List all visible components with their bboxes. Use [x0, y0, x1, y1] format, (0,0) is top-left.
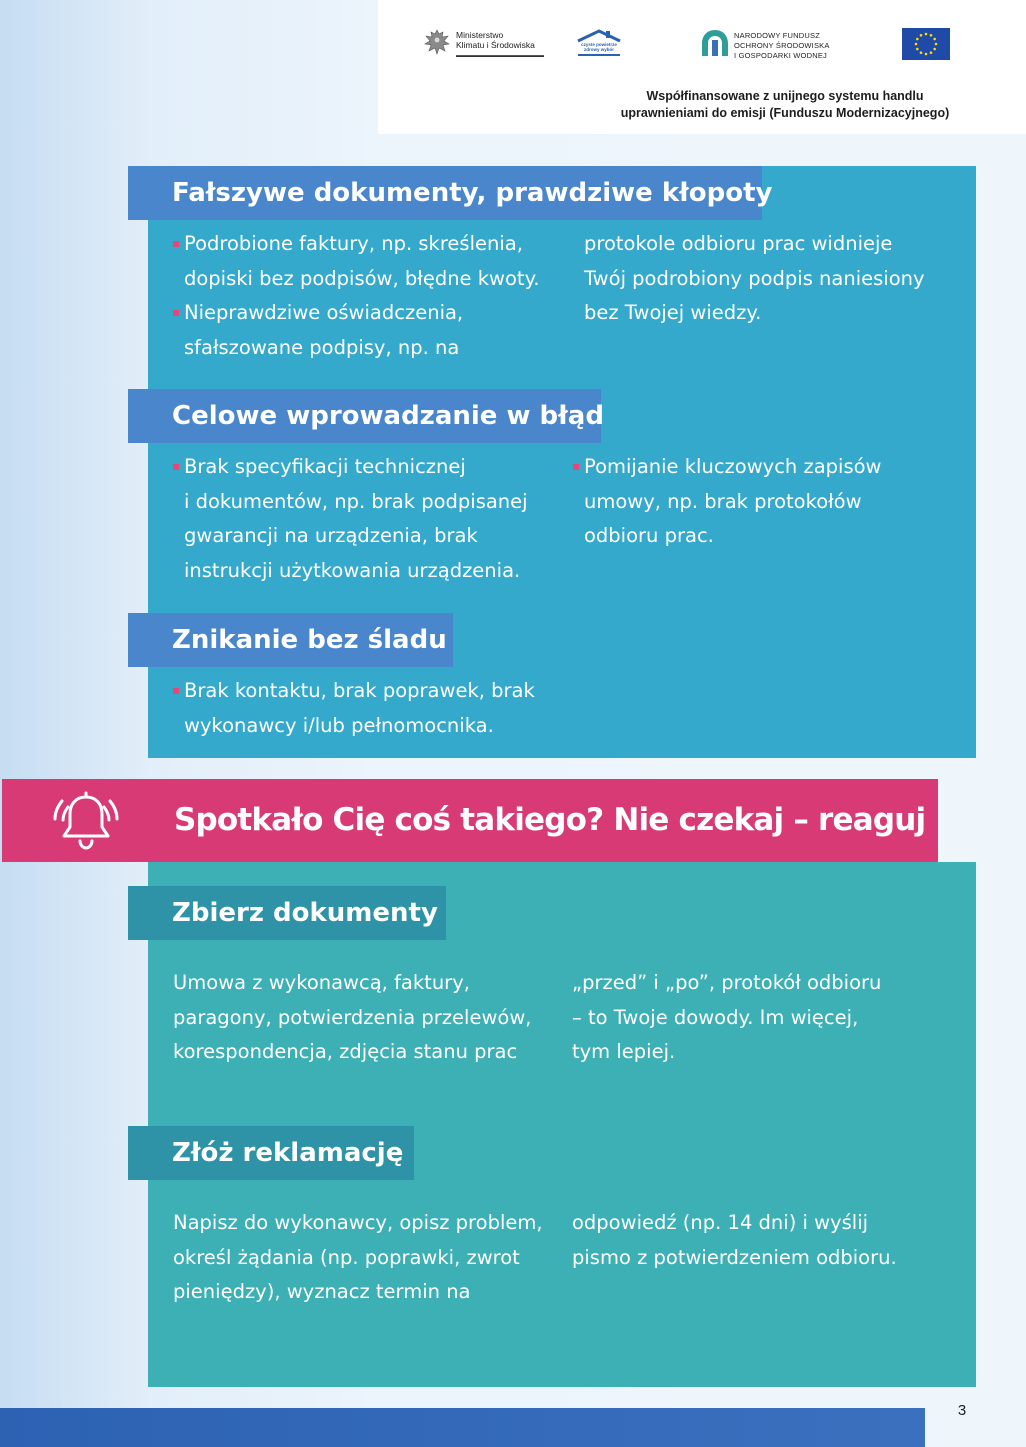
fund-emblem-icon — [700, 28, 730, 58]
ministry-logo — [424, 24, 554, 64]
vanishing-column — [184, 674, 564, 743]
text-line: odpowiedź (np. 14 dni) i wyślij — [572, 1211, 869, 1234]
section-title-collect-documents: Zbierz dokumenty — [128, 886, 446, 940]
section-title-file-complaint: Złóż reklamację — [128, 1126, 414, 1180]
collect-right-column — [572, 966, 962, 1070]
complaint-left-column — [173, 1206, 563, 1310]
complaint-right-column — [572, 1206, 962, 1275]
text-line: gwarancji na urządzenia, brak — [184, 524, 478, 547]
fake-documents-right-column — [584, 227, 954, 331]
text-line: Twój podrobiony podpis naniesiony — [584, 266, 925, 290]
logo-strip — [378, 24, 1026, 64]
alert-banner — [2, 779, 938, 862]
text-line: umowy, np. brak protokołów — [584, 489, 862, 513]
text-line: pismo z potwierdzeniem odbioru. — [572, 1245, 897, 1269]
text-line: wykonawcy i/lub pełnomocnika. — [184, 713, 494, 737]
misleading-left-column — [184, 450, 554, 588]
bell-icon — [46, 787, 126, 853]
bullet-item: Nieprawdziwe oświadczenia, — [184, 296, 554, 331]
section-title-fake-documents: Fałszywe dokumenty, prawdziwe kłopoty — [128, 166, 762, 220]
text-line: „przed” i „po”, protokół odbioru — [572, 971, 882, 994]
text-line: sfałszowane podpisy, np. na — [184, 335, 460, 359]
text-line: – to Twoje dowody. Im więcej, — [572, 1005, 859, 1029]
header — [378, 0, 1026, 134]
text-line: i dokumentów, np. brak podpisanej — [184, 489, 528, 513]
caption-line-1: Współfinansowane z unijnego systemu handlu — [646, 89, 924, 103]
program-name: czyste powietrze zdrowy wybór — [581, 42, 617, 52]
bullet-item: Podrobione faktury, np. skreślenia, — [184, 227, 554, 262]
bullet-item: Brak specyfikacji technicznej — [184, 450, 554, 485]
text-line: bez Twojej wiedzy. — [584, 301, 762, 324]
footer-bar — [0, 1408, 925, 1447]
ministry-name: Ministerstwo Klimatu i Środowiska — [456, 30, 535, 50]
fund-name: NARODOWY FUNDUSZ OCHRONY ŚRODOWISKA I GOSPODARKI WODNEJ — [734, 31, 830, 60]
program-logo — [576, 24, 622, 64]
text-line: określ żądania (np. poprawki, zwrot — [173, 1245, 520, 1269]
fake-documents-left-column — [184, 227, 554, 365]
text-line: odbioru prac. — [584, 524, 714, 547]
text-line: tym lepiej. — [572, 1040, 676, 1063]
section-title-vanishing: Znikanie bez śladu — [128, 613, 453, 667]
text-line: Napisz do wykonawcy, opisz problem, — [173, 1211, 543, 1234]
eu-flag-logo — [902, 28, 950, 60]
ministry-flag-stripe — [456, 54, 544, 57]
page-number: 3 — [957, 1402, 967, 1419]
text-line: dopiski bez podpisów, błędne kwoty. — [184, 266, 540, 290]
fund-logo — [700, 24, 840, 64]
collect-left-column — [173, 966, 563, 1070]
alert-title: Spotkało Cię coś takiego? Nie czekaj – reaguj — [174, 802, 926, 838]
cofinancing-caption — [573, 88, 993, 122]
text-line: paragony, potwierdzenia przelewów, — [173, 1005, 532, 1029]
eu-stars-icon — [902, 28, 950, 60]
caption-line-2: uprawnieniami do emisji (Funduszu Modernizacyjnego) — [620, 106, 950, 120]
bullet-item: Brak kontaktu, brak poprawek, brak — [184, 674, 564, 709]
text-line: korespondencja, zdjęcia stanu prac — [173, 1040, 518, 1063]
text-line: pieniędzy), wyznacz termin na — [173, 1280, 471, 1303]
section-title-misleading: Celowe wprowadzanie w błąd — [128, 389, 601, 443]
text-line: Umowa z wykonawcą, faktury, — [173, 971, 470, 994]
text-line: protokole odbioru prac widnieje — [584, 232, 893, 255]
text-line: instrukcji użytkowania urządzenia. — [184, 558, 521, 582]
misleading-right-column — [584, 450, 954, 554]
bullet-item: Pomijanie kluczowych zapisów — [584, 450, 954, 485]
eagle-emblem-icon — [424, 28, 450, 56]
